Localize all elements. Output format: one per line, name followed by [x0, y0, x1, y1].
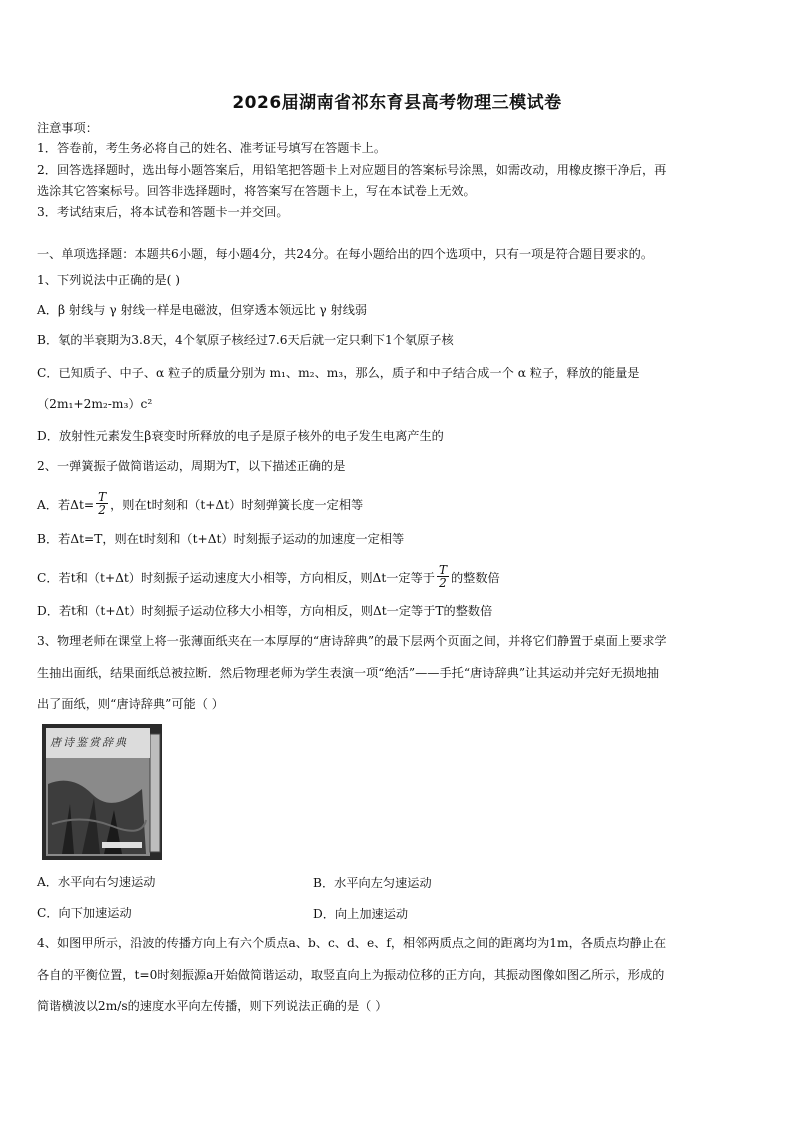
q4-stem-line1: 4、如图甲所示，沿波的传播方向上有六个质点a、b、c、d、e、f，相邻两质点之间的距离均为1m，各质点均静止在 — [37, 936, 667, 950]
q2-a-prefix: A．若Δt= — [37, 498, 95, 512]
q1-option-c: C．已知质子、中子、α 粒子的质量分别为 m₁、m₂、m₃，那么，质子和中子结合成一个 α 粒子，释放的能量是 — [37, 366, 640, 380]
q2-option-c — [37, 563, 500, 591]
section-heading: 一、单项选择题：本题共6小题，每小题4分，共24分。在每小题给出的四个选项中，只有一项是符合题目要求的。 — [37, 247, 654, 261]
notice-item-1: 1．答卷前，考生务必将自己的姓名、准考证号填写在答题卡上。 — [37, 141, 387, 155]
q1-stem: 1、下列说法中正确的是( ) — [37, 273, 181, 287]
book-title-text: 唐诗鉴赏辞典 — [50, 736, 128, 749]
q1-option-c-formula: （2m₁+2m₂-m₃）c² — [37, 397, 153, 411]
notice-item-2: 2．回答选择题时，选出每小题答案后，用铅笔把答题卡上对应题目的答案标号涂黑，如需改动，用橡皮擦干净后，再 — [37, 163, 667, 177]
q2-c-prefix: C．若t和（t+Δt）时刻振子运动速度大小相等，方向相反，则Δt一定等于 — [37, 571, 435, 585]
fraction-denominator: 2 — [439, 576, 447, 590]
q3-option-c: C．向下加速运动 — [37, 906, 132, 920]
notice-heading: 注意事项： — [37, 121, 98, 135]
fraction-t-over-2 — [437, 564, 449, 589]
q3-stem-line1: 3、物理老师在课堂上将一张薄面纸夹在一本厚厚的“唐诗辞典”的最下层两个页面之间，并将它们静置于桌面上要求学 — [37, 634, 667, 648]
q2-option-b: B．若Δt=T，则在t时刻和（t+Δt）时刻振子运动的加速度一定相等 — [37, 532, 405, 546]
fraction-numerator: T — [438, 563, 447, 577]
q3-option-a: A．水平向右匀速运动 — [37, 875, 156, 889]
q4-stem-line2: 各自的平衡位置，t=0时刻振源a开始做简谐运动，取竖直向上为振动位移的正方向，其振动图像如图乙所示，形成的 — [37, 968, 665, 982]
q3-option-b: B．水平向左匀速运动 — [313, 876, 432, 890]
q4-stem-line3: 简谐横波以2m/s的速度水平向左传播，则下列说法正确的是（ ） — [37, 999, 388, 1013]
fraction-denominator: 2 — [98, 503, 106, 517]
q2-a-suffix: ，则在t时刻和（t+Δt）时刻弹簧长度一定相等 — [110, 498, 364, 512]
dictionary-book-image — [42, 724, 162, 860]
fraction-t-over-2 — [96, 491, 108, 516]
q1-option-d: D．放射性元素发生β衰变时所释放的电子是原子核外的电子发生电离产生的 — [37, 429, 444, 443]
notice-item-2-cont: 选涂其它答案标号。回答非选择题时，将答案写在答题卡上，写在本试卷上无效。 — [37, 184, 476, 198]
q3-stem-line2: 生抽出面纸，结果面纸总被拉断．然后物理老师为学生表演一项“绝活”——手托“唐诗辞典”让其运动并完好无损地抽 — [37, 666, 660, 680]
q2-option-d: D．若t和（t+Δt）时刻振子运动位移大小相等，方向相反，则Δt一定等于T的整数倍 — [37, 604, 493, 618]
q3-option-d: D．向上加速运动 — [313, 907, 409, 921]
q2-c-suffix: 的整数倍 — [451, 571, 500, 585]
fraction-numerator: T — [98, 490, 107, 504]
q2-option-a — [37, 490, 364, 518]
exam-title: 2026届湖南省祁东育县高考物理三模试卷 — [232, 93, 562, 113]
q1-option-b: B．氡的半衰期为3.8天，4个氡原子核经过7.6天后就一定只剩下1个氡原子核 — [37, 333, 454, 347]
q2-stem: 2、一弹簧振子做简谐运动，周期为T，以下描述正确的是 — [37, 459, 346, 473]
notice-item-3: 3．考试结束后，将本试卷和答题卡一并交回。 — [37, 205, 289, 219]
q1-option-a: A．β 射线与 γ 射线一样是电磁波，但穿透本领远比 γ 射线弱 — [37, 303, 368, 317]
q3-stem-line3: 出了面纸，则“唐诗辞典”可能（ ） — [37, 697, 224, 711]
